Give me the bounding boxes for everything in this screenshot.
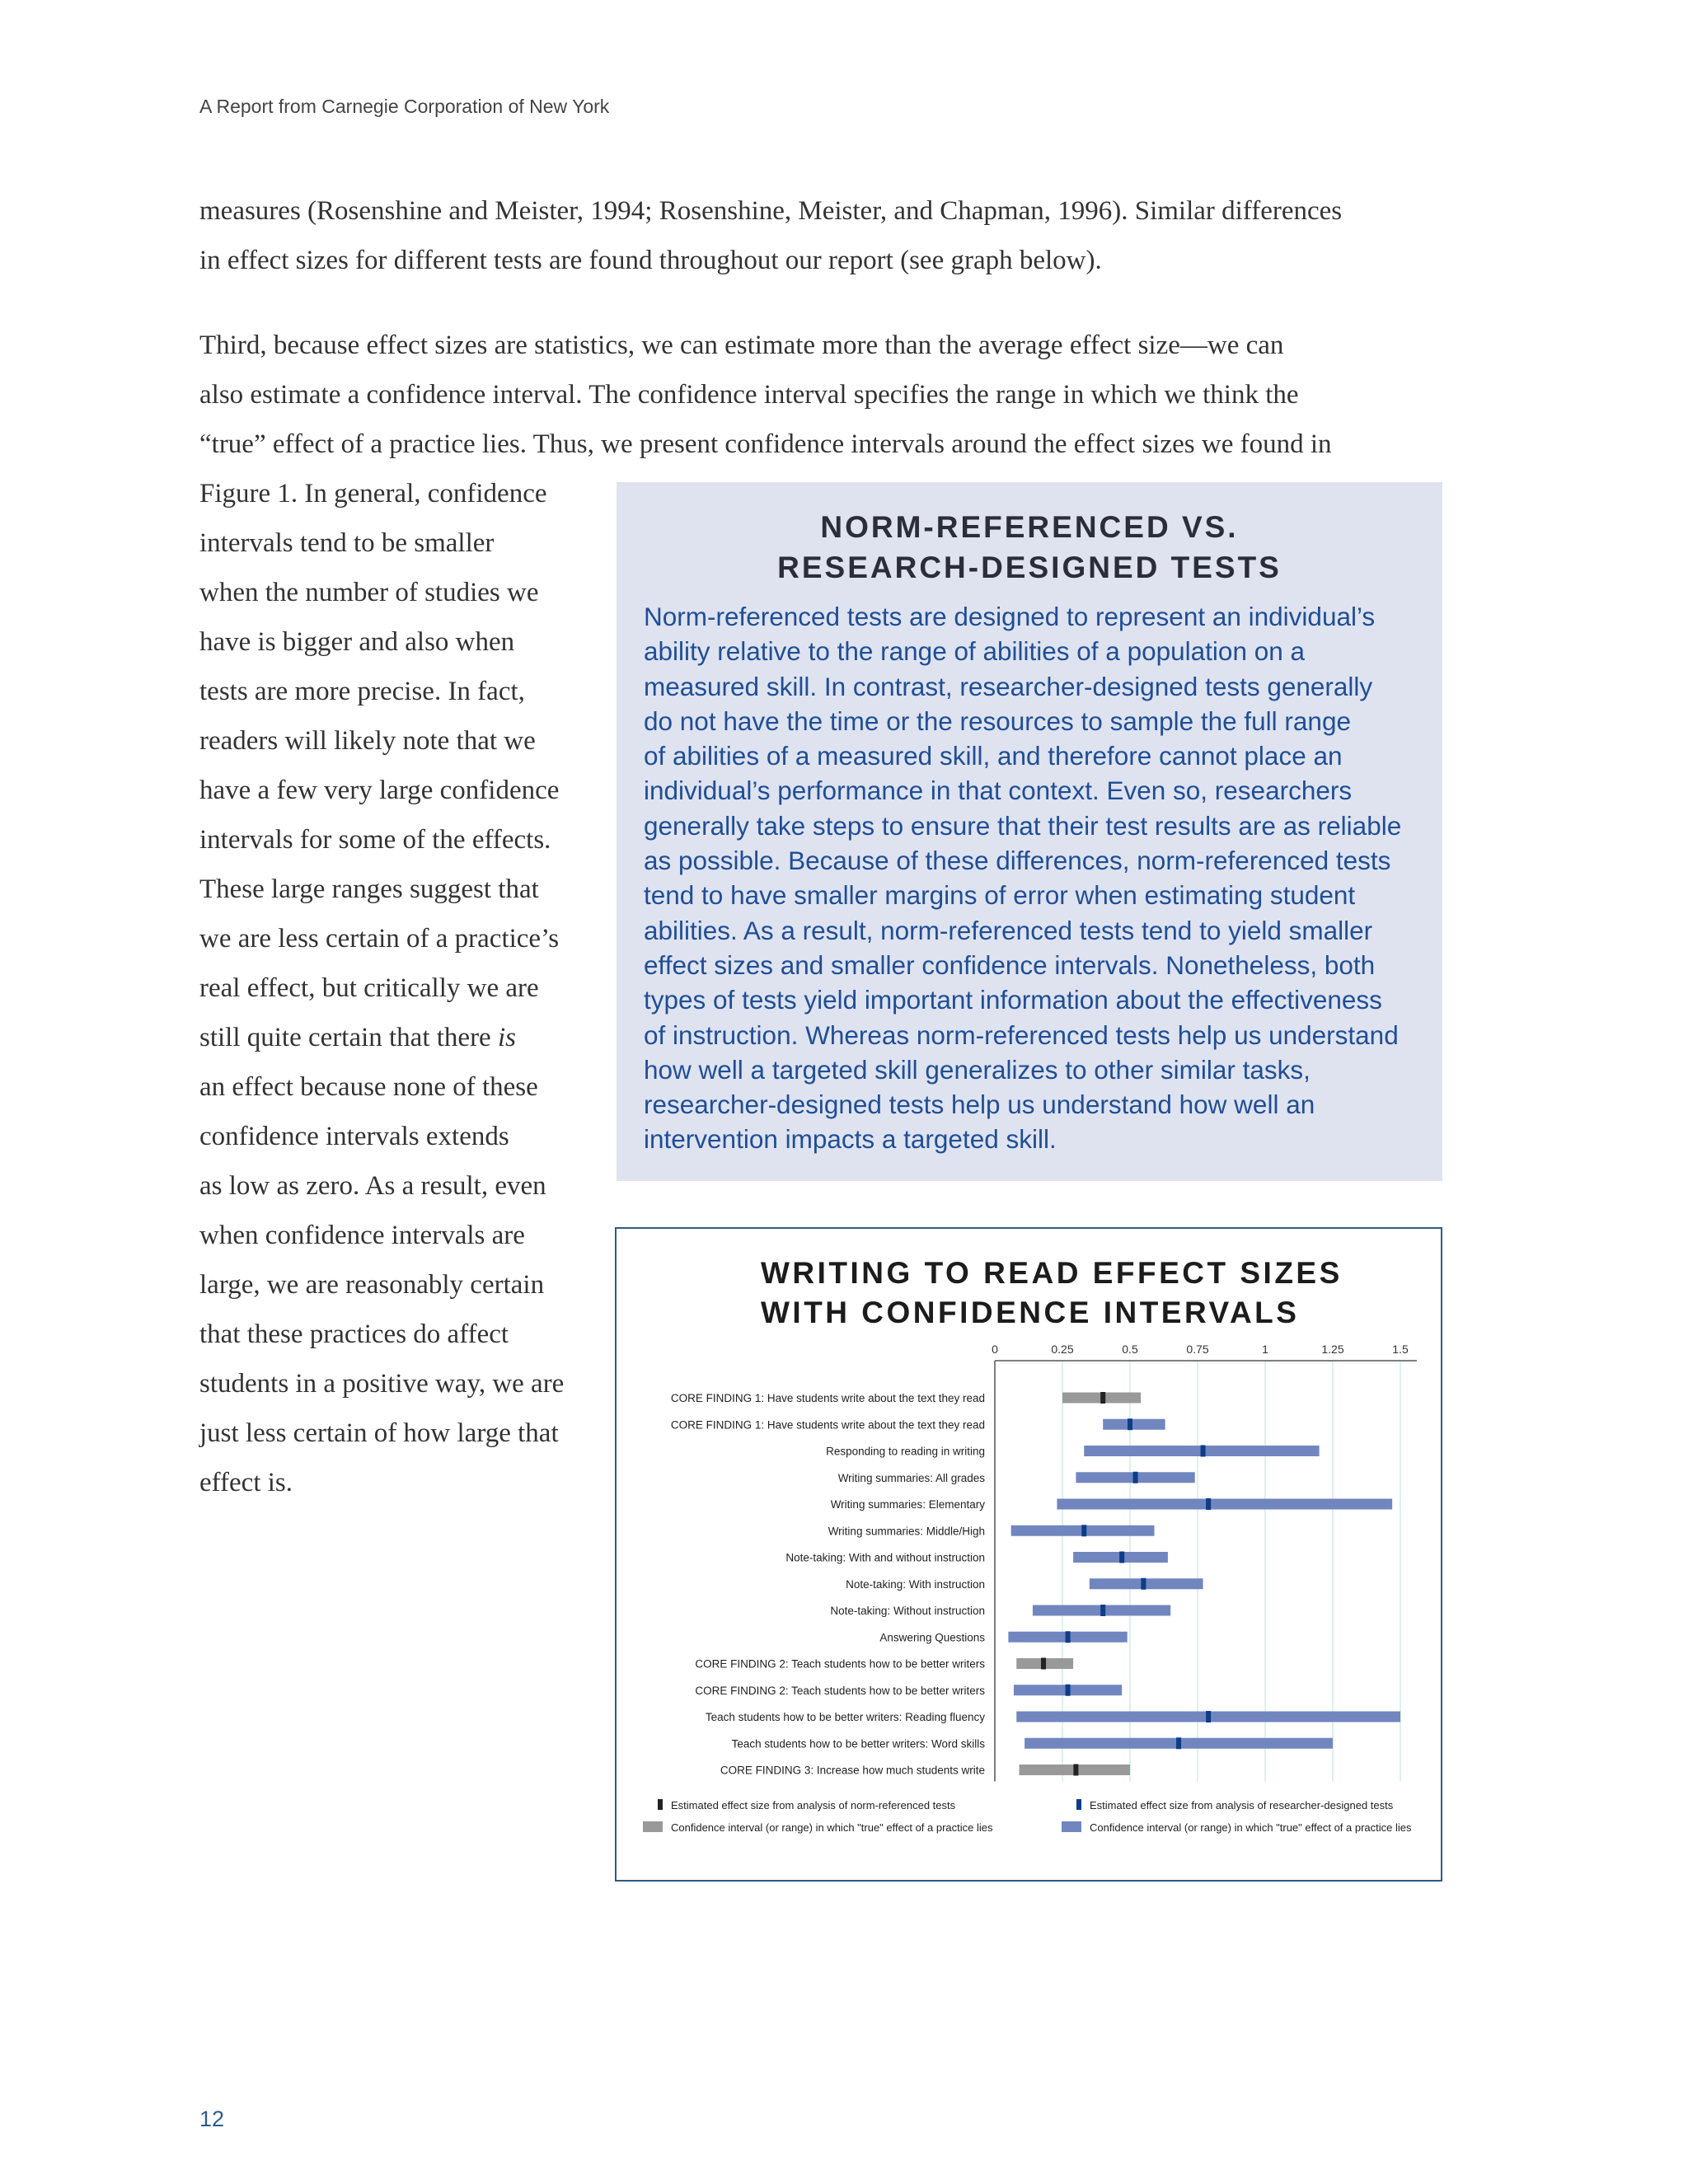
text-line: in effect sizes for different tests are found throughout our report (see graph below). [199,246,1102,275]
text-line: Figure 1. In general, confidence [199,479,547,509]
paragraph-1 [199,186,1342,285]
chart-title-line: WRITING TO READ EFFECT SIZES [761,1256,1343,1290]
text-line: large, we are reasonably certain [199,1270,545,1300]
page-number: 12 [199,2107,225,2131]
paragraph-2 [199,321,1332,469]
row-label: Writing summaries: Middle/High [828,1525,985,1538]
text-line: an effect because none of these [199,1072,538,1102]
effect-size-marker [1141,1578,1146,1590]
sidebar-line: measured skill. In contrast, researcher-designed tests generally [644,671,1373,701]
row-label: Writing summaries: All grades [837,1471,985,1484]
sidebar-line: types of tests yield important information about the effectiveness [644,985,1382,1015]
effect-size-chart [617,1229,1441,1880]
running-header: A Report from Carnegie Corporation of New York [199,96,610,117]
sidebar-line: Norm-referenced tests are designed to represent an individual’s [644,602,1376,631]
row-label: CORE FINDING 2: Teach students how to be better writers [695,1684,985,1697]
text-line: measures (Rosenshine and Meister, 1994; Rosenshine, Meister, and Chapman, 1996). Similar differences [199,196,1343,226]
x-tick-label: 1.5 [1392,1343,1409,1356]
row-label: CORE FINDING 1: Have students write about the text they read [670,1418,985,1432]
x-tick-label: 0.5 [1122,1343,1138,1356]
row-label: Note-taking: Without instruction [830,1605,985,1617]
sidebar-line: intervention impacts a targeted skill. [644,1124,1057,1155]
effect-size-marker [1073,1765,1078,1776]
row-label: CORE FINDING 3: Increase how much students write [720,1764,985,1777]
text-line [199,1013,564,1062]
text-line: as low as zero. As a result, even [199,1171,546,1201]
sidebar-line: individual’s performance in that context. Even so, researchers [644,776,1353,806]
confidence-interval-bar [1057,1499,1392,1510]
sidebar-line: tend to have smaller margins of error when estimating student [644,880,1356,911]
effect-size-marker [1100,1605,1105,1616]
text-line: tests are more precise. In fact, [199,677,525,706]
text-line: confidence intervals extends [199,1122,509,1151]
chart-box [615,1227,1442,1882]
sidebar-line: abilities. As a result, norm-referenced tests tend to yield smaller [644,915,1373,945]
text-line: we are less certain of a practice’s [199,924,560,954]
sidebar-title [617,507,1442,588]
text-line: real effect, but critically we are [199,973,539,1003]
text-line: just less certain of how large that [199,1418,559,1448]
legend-swatch [1076,1799,1081,1810]
effect-size-marker [1119,1552,1124,1563]
x-tick-label: 0 [992,1343,998,1356]
legend-swatch [1062,1821,1081,1832]
x-tick-label: 1 [1262,1343,1268,1356]
sidebar-line: of abilities of a measured skill, and therefore cannot place an [644,741,1343,771]
effect-size-marker [1133,1472,1138,1483]
text-line: have is bigger and also when [199,627,515,657]
confidence-interval-bar [1103,1419,1165,1430]
sidebar-line: do not have the time or the resources to sample the full range [644,705,1351,736]
sidebar-line: as possible. Because of these differences, norm-referenced tests [644,846,1391,876]
legend-label: Confidence interval (or range) in which "true" effect of a practice lies [1090,1821,1412,1834]
legend-swatch [643,1821,663,1832]
chart-title-line: WITH CONFIDENCE INTERVALS [761,1296,1300,1329]
text-line: effect is. [199,1468,293,1497]
text-line: that these practices do affect [199,1319,509,1349]
effect-size-marker [1081,1525,1086,1536]
text-segment: still quite certain that there [199,1023,498,1052]
row-label: CORE FINDING 1: Have students write about the text they read [670,1392,985,1404]
effect-size-marker [1041,1658,1046,1670]
row-label: CORE FINDING 2: Teach students how to be better writers [695,1657,985,1671]
sidebar-line: generally take steps to ensure that their test results are as reliable [644,810,1402,841]
sidebar-body [644,599,1401,1157]
text-line: readers will likely note that we [199,726,536,756]
x-tick-label: 0.75 [1186,1343,1209,1356]
sidebar-line: effect sizes and smaller confidence intervals. Nonetheless, both [644,949,1376,980]
row-label: Writing summaries: Elementary [830,1498,985,1511]
effect-size-marker [1100,1392,1105,1404]
effect-size-marker [1066,1685,1071,1696]
sidebar-line: of instruction. Whereas norm-referenced tests help us understand [644,1019,1399,1050]
text-line: “true” effect of a practice lies. Thus, we present confidence intervals around the effect sizes we found in [199,429,1332,459]
sidebar-box [617,482,1442,1181]
text-line: have a few very large confidence [199,776,560,805]
text-line: when the number of studies we [199,578,539,607]
x-tick-label: 1.25 [1321,1343,1344,1356]
row-label: Teach students how to be better writers: Reading fluency [705,1711,985,1723]
legend-swatch [658,1799,663,1810]
legend-label: Confidence interval (or range) in which "true" effect of a practice lies [671,1821,993,1834]
confidence-interval-bar [1090,1578,1203,1589]
text-line: intervals tend to be smaller [199,528,495,558]
effect-size-marker [1206,1711,1211,1722]
text-line: These large ranges suggest that [199,874,539,904]
sidebar-line: how well a targeted skill generalizes to other similar tasks, [644,1054,1311,1085]
row-label: Note-taking: With instruction [846,1577,985,1591]
effect-size-marker [1201,1446,1206,1457]
sidebar-title-line: RESEARCH-DESIGNED TESTS [777,551,1282,584]
row-label: Note-taking: With and without instruction [785,1551,985,1564]
sidebar-title-line: NORM-REFERENCED VS. [820,510,1239,544]
text-line: also estimate a confidence interval. The confidence interval specifies the range in which we think the [199,380,1299,410]
paragraph-3 [199,469,564,1507]
row-label: Teach students how to be better writers: Word skills [731,1737,985,1750]
effect-size-marker [1128,1418,1132,1430]
x-tick-label: 0.25 [1051,1343,1074,1356]
text-line: intervals for some of the effects. [199,825,551,855]
emphasis-text: is [497,1023,516,1052]
sidebar-line: researcher-designed tests help us understand how well an [644,1090,1315,1120]
effect-size-marker [1206,1498,1211,1510]
effect-size-marker [1066,1631,1071,1643]
sidebar-line: ability relative to the range of abilities of a population on a [644,636,1306,667]
text-line: Third, because effect sizes are statistics, we can estimate more than the average effect size—we can [199,330,1284,360]
legend-label: Estimated effect size from analysis of norm-referenced tests [671,1799,956,1811]
legend-label: Estimated effect size from analysis of researcher-designed tests [1090,1799,1394,1811]
effect-size-marker [1176,1737,1181,1749]
row-label: Answering Questions [879,1631,985,1644]
row-label: Responding to reading in writing [826,1445,985,1458]
text-line: when confidence intervals are [199,1221,525,1250]
text-line: students in a positive way, we are [199,1369,565,1399]
